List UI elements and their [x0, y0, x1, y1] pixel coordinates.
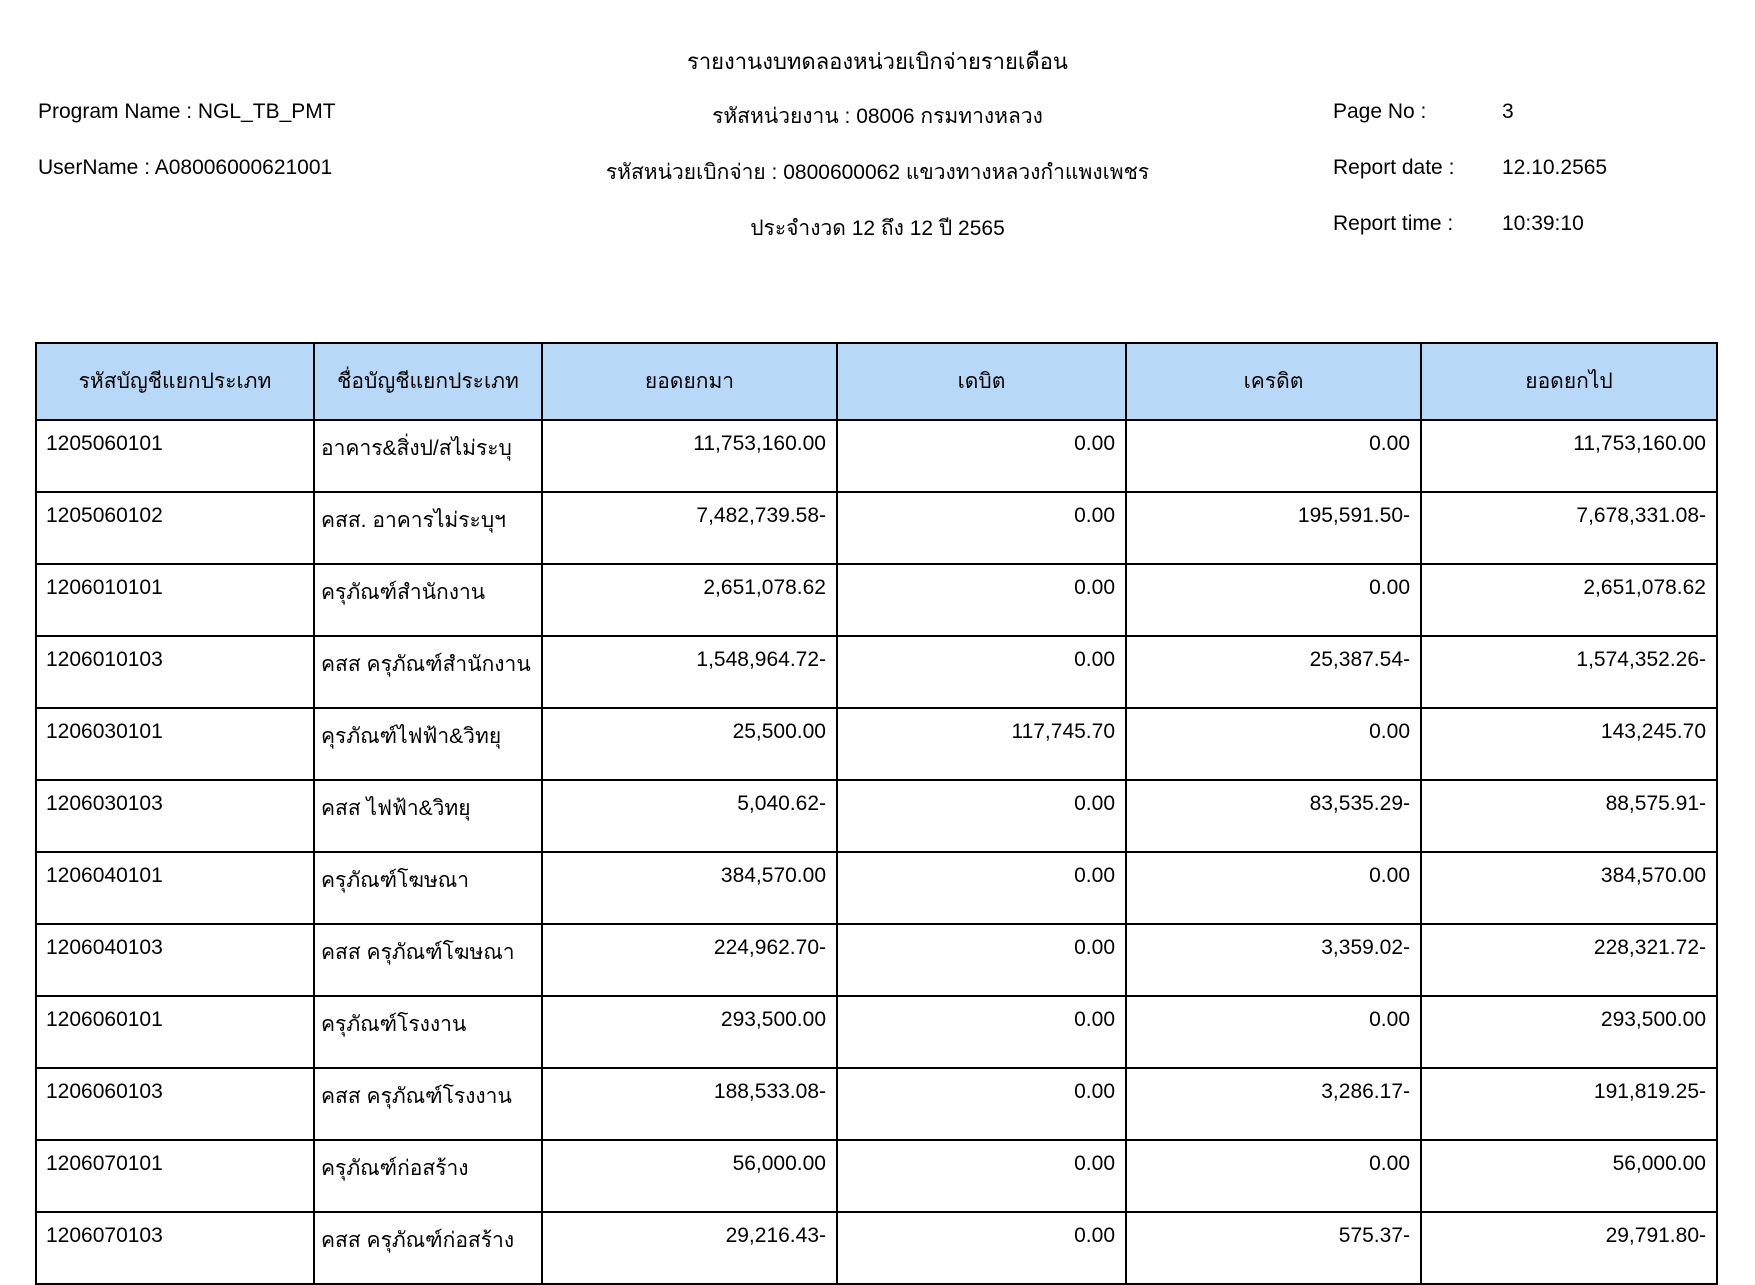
trial-balance-table: [35, 342, 1718, 1285]
report-date-label: Report date :: [1333, 156, 1455, 179]
cell-balance-forward: 2,651,078.62: [542, 564, 837, 636]
cell-credit: 3,286.17-: [1126, 1068, 1421, 1140]
cell-balance-carried: 228,321.72-: [1421, 924, 1717, 996]
disbursement-unit-line: รหัสหน่วยเบิกจ่าย : 0800600062 แขวงทางหลวงกำแพงเพชร: [605, 161, 1150, 184]
column-header-credit: เครดิต: [1126, 343, 1421, 420]
table-row: [36, 564, 1717, 636]
cell-account-name: คสส. อาคารไม่ระบุฯ: [314, 492, 542, 564]
cell-balance-carried: 384,570.00: [1421, 852, 1717, 924]
cell-account-code: 1206010101: [36, 564, 314, 636]
column-header-debit: เดบิต: [837, 343, 1126, 420]
cell-credit: 0.00: [1126, 420, 1421, 492]
cell-account-code: 1206060103: [36, 1068, 314, 1140]
cell-balance-carried: 191,819.25-: [1421, 1068, 1717, 1140]
cell-balance-carried: 11,753,160.00: [1421, 420, 1717, 492]
table-row: [36, 780, 1717, 852]
cell-debit: 0.00: [837, 780, 1126, 852]
cell-account-code: 1205060102: [36, 492, 314, 564]
cell-account-name: คสส ไฟฟ้า&วิทยุ: [314, 780, 542, 852]
cell-credit: 3,359.02-: [1126, 924, 1421, 996]
cell-account-name: คสส ครุภัณฑ์โฆษณา: [314, 924, 542, 996]
cell-account-code: 1206030101: [36, 708, 314, 780]
cell-account-code: 1206010103: [36, 636, 314, 708]
report-title: รายงานงบทดลองหน่วยเบิกจ่ายรายเดือน: [687, 49, 1068, 74]
table-row: [36, 852, 1717, 924]
column-header-account-name: ชื่อบัญชีแยกประเภท: [314, 343, 542, 420]
cell-balance-carried: 29,791.80-: [1421, 1212, 1717, 1284]
table-row: [36, 492, 1717, 564]
table-row: [36, 924, 1717, 996]
cell-account-name: ครุภัณฑ์โรงงาน: [314, 996, 542, 1068]
cell-balance-forward: 29,216.43-: [542, 1212, 837, 1284]
cell-account-name: อาคาร&สิ่งป/สไม่ระบุ: [314, 420, 542, 492]
table-row: [36, 1140, 1717, 1212]
cell-debit: 0.00: [837, 420, 1126, 492]
page-no-label: Page No :: [1333, 100, 1427, 123]
cell-account-name: คสส ครุภัณฑ์ก่อสร้าง: [314, 1212, 542, 1284]
cell-debit: 117,745.70: [837, 708, 1126, 780]
column-header-balance-carried: ยอดยกไป: [1421, 343, 1717, 420]
cell-account-name: คุรภัณฑ์ไฟฟ้า&วิทยุ: [314, 708, 542, 780]
cell-debit: 0.00: [837, 636, 1126, 708]
cell-balance-forward: 5,040.62-: [542, 780, 837, 852]
cell-debit: 0.00: [837, 492, 1126, 564]
cell-debit: 0.00: [837, 564, 1126, 636]
cell-credit: 0.00: [1126, 1140, 1421, 1212]
user-name: UserName : A08006000621001: [38, 156, 333, 179]
cell-credit: 25,387.54-: [1126, 636, 1421, 708]
cell-credit: 575.37-: [1126, 1212, 1421, 1284]
table-row: [36, 1068, 1717, 1140]
cell-balance-forward: 224,962.70-: [542, 924, 837, 996]
cell-debit: 0.00: [837, 852, 1126, 924]
cell-debit: 0.00: [837, 1068, 1126, 1140]
cell-account-name: คสส ครุภัณฑ์โรงงาน: [314, 1068, 542, 1140]
cell-debit: 0.00: [837, 1140, 1126, 1212]
cell-credit: 0.00: [1126, 708, 1421, 780]
cell-balance-carried: 56,000.00: [1421, 1140, 1717, 1212]
table-row: [36, 1212, 1717, 1284]
cell-credit: 195,591.50-: [1126, 492, 1421, 564]
table-row: [36, 420, 1717, 492]
cell-account-code: 1206060101: [36, 996, 314, 1068]
cell-debit: 0.00: [837, 924, 1126, 996]
cell-balance-carried: 1,574,352.26-: [1421, 636, 1717, 708]
cell-account-code: 1206070103: [36, 1212, 314, 1284]
period-line: ประจำงวด 12 ถึง 12 ปี 2565: [750, 217, 1005, 240]
cell-balance-forward: 384,570.00: [542, 852, 837, 924]
table-row: [36, 636, 1717, 708]
cell-balance-forward: 1,548,964.72-: [542, 636, 837, 708]
cell-account-code: 1206070101: [36, 1140, 314, 1212]
cell-account-name: ครุภัณฑ์สำนักงาน: [314, 564, 542, 636]
cell-balance-carried: 7,678,331.08-: [1421, 492, 1717, 564]
table-row: [36, 996, 1717, 1068]
cell-account-name: คสส ครุภัณฑ์สำนักงาน: [314, 636, 542, 708]
cell-balance-carried: 2,651,078.62: [1421, 564, 1717, 636]
cell-credit: 83,535.29-: [1126, 780, 1421, 852]
cell-account-code: 1205060101: [36, 420, 314, 492]
cell-balance-carried: 88,575.91-: [1421, 780, 1717, 852]
cell-credit: 0.00: [1126, 852, 1421, 924]
cell-account-code: 1206040103: [36, 924, 314, 996]
agency-code-line: รหัสหน่วยงาน : 08006 กรมทางหลวง: [712, 105, 1043, 128]
column-header-account-code: รหัสบัญชีแยกประเภท: [36, 343, 314, 420]
report-time-label: Report time :: [1333, 212, 1454, 235]
cell-balance-carried: 143,245.70: [1421, 708, 1717, 780]
table-header-row: [36, 343, 1717, 420]
cell-account-code: 1206030103: [36, 780, 314, 852]
cell-account-name: ครุภัณฑ์ก่อสร้าง: [314, 1140, 542, 1212]
cell-balance-forward: 188,533.08-: [542, 1068, 837, 1140]
column-header-balance-forward: ยอดยกมา: [542, 343, 837, 420]
table-row: [36, 708, 1717, 780]
report-time-value: 10:39:10: [1502, 212, 1584, 235]
cell-balance-forward: 56,000.00: [542, 1140, 837, 1212]
cell-account-name: ครุภัณฑ์โฆษณา: [314, 852, 542, 924]
cell-debit: 0.00: [837, 996, 1126, 1068]
page-no-value: 3: [1502, 100, 1514, 123]
cell-credit: 0.00: [1126, 564, 1421, 636]
report-date-value: 12.10.2565: [1502, 156, 1608, 179]
cell-balance-forward: 25,500.00: [542, 708, 837, 780]
cell-account-code: 1206040101: [36, 852, 314, 924]
cell-balance-forward: 7,482,739.58-: [542, 492, 837, 564]
cell-credit: 0.00: [1126, 996, 1421, 1068]
cell-debit: 0.00: [837, 1212, 1126, 1284]
cell-balance-forward: 11,753,160.00: [542, 420, 837, 492]
program-name: Program Name : NGL_TB_PMT: [38, 100, 336, 123]
cell-balance-carried: 293,500.00: [1421, 996, 1717, 1068]
cell-balance-forward: 293,500.00: [542, 996, 837, 1068]
